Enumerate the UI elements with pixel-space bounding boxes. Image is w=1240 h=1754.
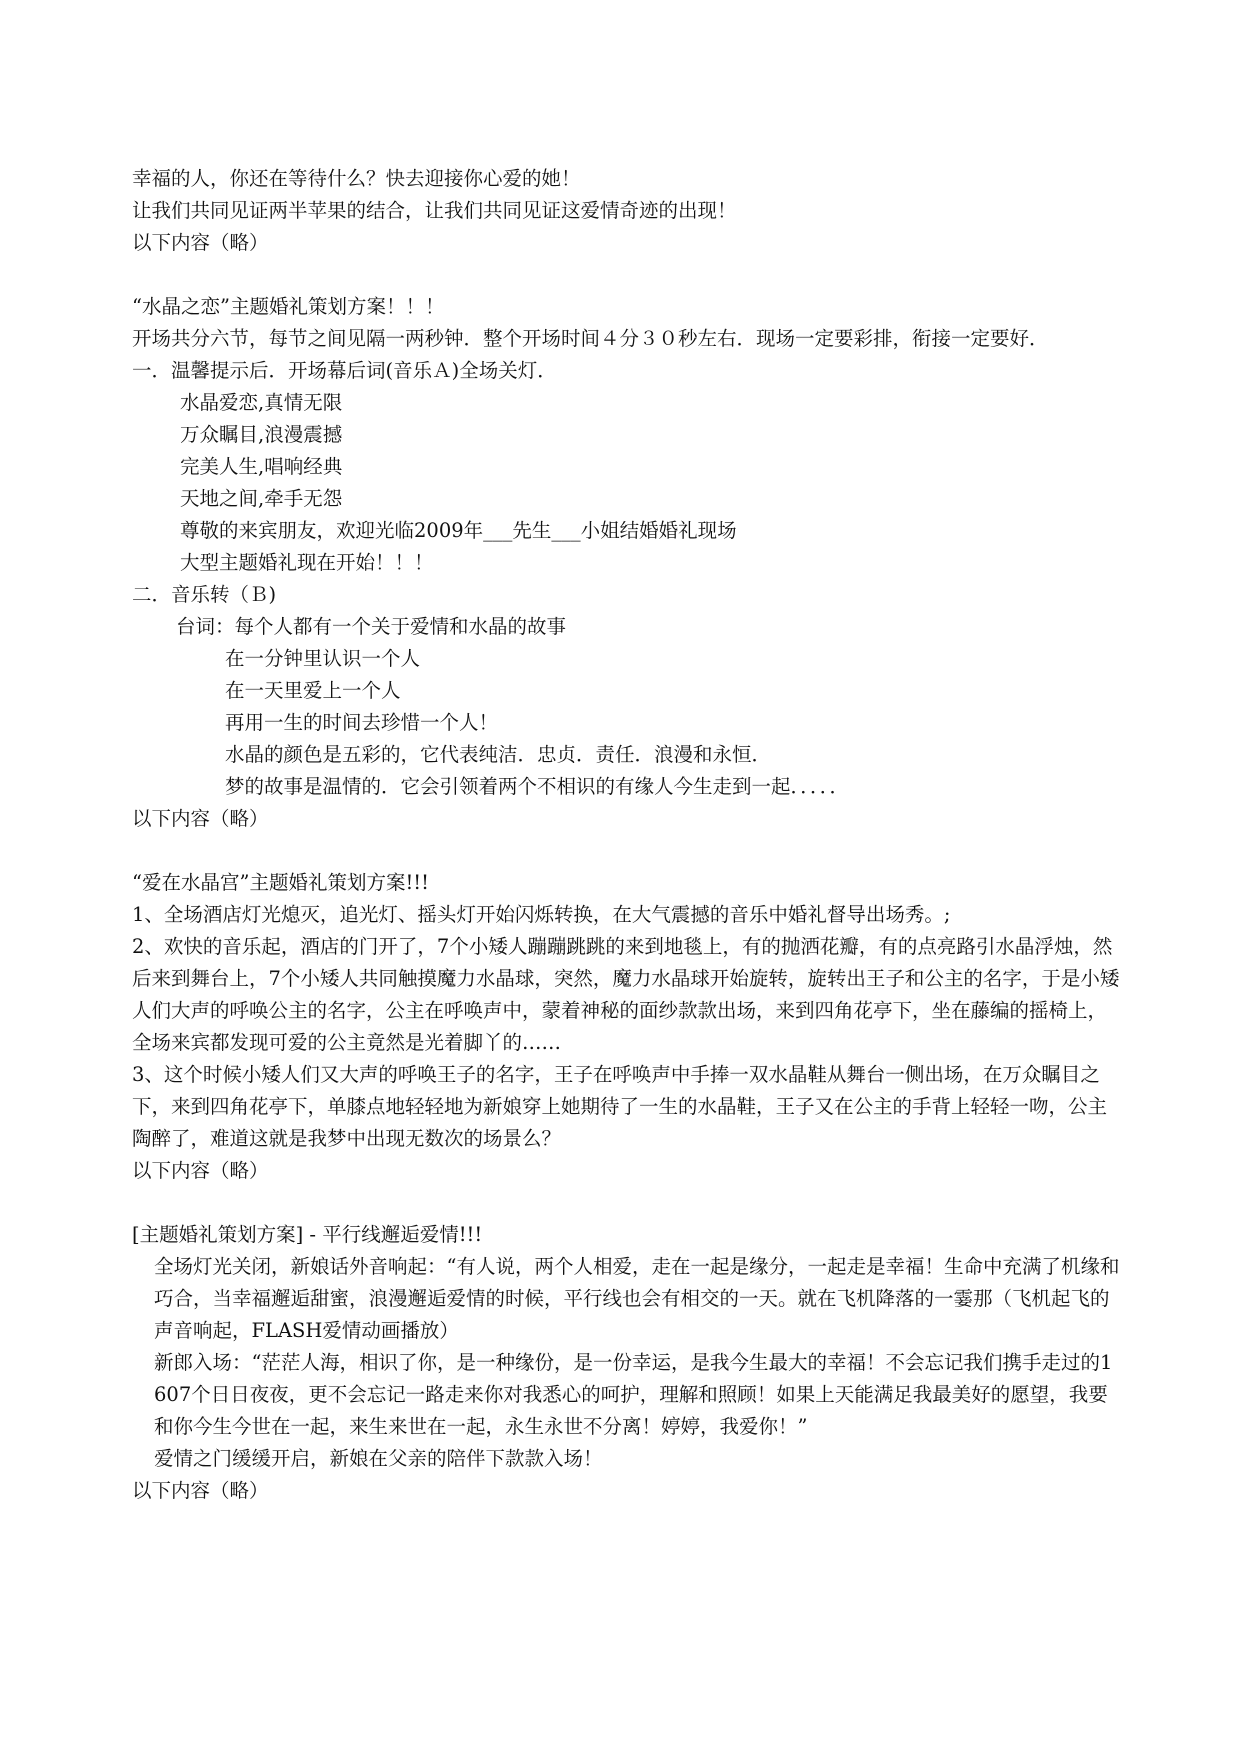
document-body <box>132 163 1120 1507</box>
verse-line: 完美人生,唱响经典 <box>180 455 343 478</box>
verse-line: 尊敬的来宾朋友，欢迎光临2009年___先生___小姐结婚婚礼现场 <box>180 519 737 542</box>
script-line: 再用一生的时间去珍惜一个人！ <box>225 711 499 734</box>
numbered-item: 3、这个时候小矮人们又大声的呼唤王子的名字，王子在呼唤声中手捧一双水晶鞋从舞台一侧出场，在万众瞩目之下，来到四角花亭下，单膝点地轻轻地为新娘穿上她期待了一生的水晶鞋，王子又在公主的手背上轻轻一吻，公主陶醉了，难道这就是我梦中出现无数次的场景么？ <box>132 1063 1108 1150</box>
opening-paragraph: 开场共分六节，每节之间见隔一两秒钟．整个开场时间４分３０秒左右．现场一定要彩排，衔接一定要好． <box>132 327 1049 350</box>
paragraph-gap <box>132 1187 1120 1219</box>
section-title-parallel-lines: [主题婚礼策划方案] - 平行线邂逅爱情!!! <box>132 1223 483 1246</box>
section1-heading: 一．温馨提示后．开场幕后词(音乐Ａ)全场关灯． <box>132 359 557 382</box>
script-line: 水晶的颜色是五彩的，它代表纯洁．忠贞．责任．浪漫和永恒． <box>225 743 772 766</box>
omitted-note: 以下内容（略） <box>132 231 269 254</box>
omitted-note: 以下内容（略） <box>132 807 269 830</box>
omitted-note: 以下内容（略） <box>132 1479 269 1502</box>
omitted-note: 以下内容（略） <box>132 1159 269 1182</box>
verse-line: 大型主题婚礼现在开始！！！ <box>180 551 434 574</box>
verse-line: 水晶爱恋,真情无限 <box>180 391 343 414</box>
verse-line: 万众瞩目,浪漫震撼 <box>180 423 343 446</box>
body-paragraph: 爱情之门缓缓开启，新娘在父亲的陪伴下款款入场！ <box>154 1447 603 1470</box>
intro-line: 幸福的人，你还在等待什么？快去迎接你心爱的她！ <box>132 167 581 190</box>
section-title-crystal-palace: “爱在水晶宫”主题婚礼策划方案!!! <box>132 871 429 894</box>
paragraph-gap <box>132 835 1120 867</box>
script-line: 在一分钟里认识一个人 <box>225 647 421 670</box>
verse-line: 天地之间,牵手无怨 <box>180 487 343 510</box>
script-line: 在一天里爱上一个人 <box>225 679 401 702</box>
numbered-item: 1、全场酒店灯光熄灭，追光灯、摇头灯开始闪烁转换，在大气震撼的音乐中婚礼督导出场秀。; <box>132 903 951 926</box>
section2-heading: 二．音乐转（Ｂ) <box>132 583 277 606</box>
script-lead: 台词：每个人都有一个关于爱情和水晶的故事 <box>176 615 567 638</box>
intro-line: 让我们共同见证两半苹果的结合，让我们共同见证这爱情奇迹的出现！ <box>132 199 737 222</box>
script-line: 梦的故事是温情的．它会引领着两个不相识的有缘人今生走到一起．．．．． <box>225 775 850 798</box>
numbered-item: 2、欢快的音乐起，酒店的门开了，7个小矮人蹦蹦跳跳的来到地毯上，有的抛洒花瓣，有的点亮路引水晶浮烛，然后来到舞台上，7个小矮人共同触摸魔力水晶球，突然，魔力水晶球开始旋转，旋转出王子和公主的名字，于是小矮人们大声的呼唤公主的名字，公主在呼唤声中，蒙着神秘的面纱款款出场，来到四角花亭下，坐在藤编的摇椅上，全场来宾都发现可爱的公主竟然是光着脚丫的…… <box>132 935 1120 1054</box>
body-paragraph: 全场灯光关闭，新娘话外音响起：“有人说，两个人相爱，走在一起是缘分，一起走是幸福！生命中充满了机缘和巧合，当幸福邂逅甜蜜，浪漫邂逅爱情的时候，平行线也会有相交的一天。就在飞机降落的一霎那（飞机起飞的声音响起，FLASH爱情动画播放） <box>154 1255 1120 1342</box>
section-title-crystal-love: “水晶之恋”主题婚礼策划方案！！！ <box>132 295 445 318</box>
paragraph-gap <box>132 259 1120 291</box>
body-paragraph: 新郎入场：“茫茫人海，相识了你，是一种缘份，是一份幸运，是我今生最大的幸福！不会忘记我们携手走过的1607个日日夜夜，更不会忘记一路走来你对我悉心的呵护，理解和照顾！如果上天能满足我最美好的愿望，我要和你今生今世在一起，来生来世在一起，永生永世不分离！婷婷，我爱你！” <box>154 1351 1113 1438</box>
